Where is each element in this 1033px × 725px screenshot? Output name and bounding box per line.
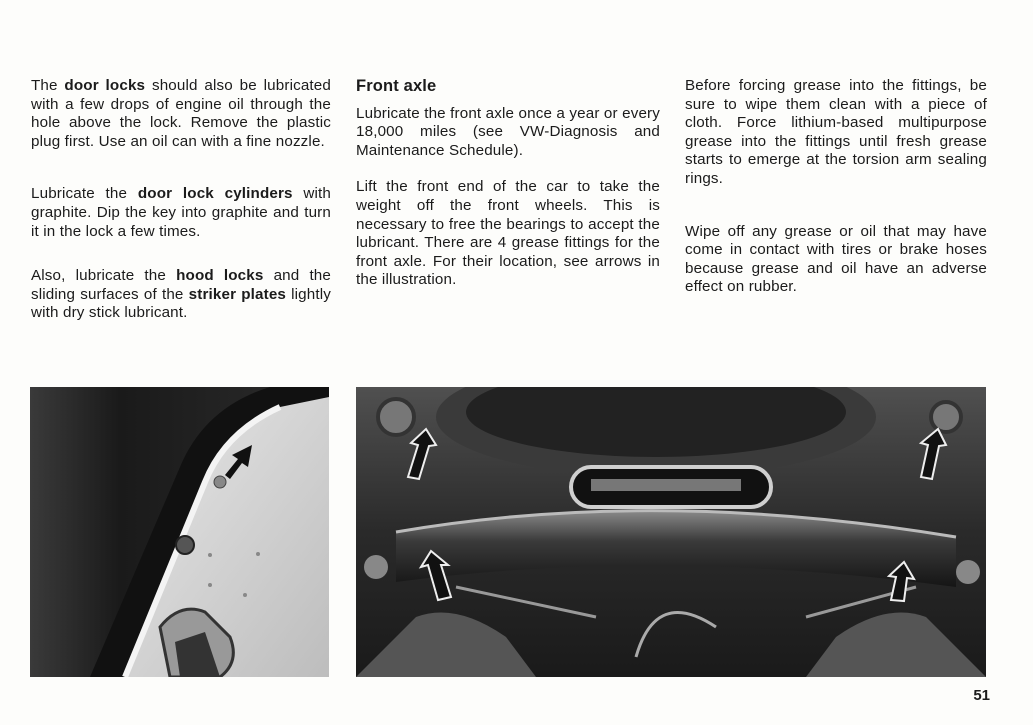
bold-term: door locks bbox=[64, 77, 146, 94]
bold-term: door lock cylinders bbox=[137, 185, 293, 203]
text-column-left bbox=[31, 77, 331, 323]
wipe-off-paragraph: Wipe off any grease or oil that may have come in contact with tires or brake hoses because grease and oil have an adverse effect on rubber. bbox=[685, 222, 987, 296]
front-axle-paragraph-1: Lubricate the front axle once a year or every 18,000 miles (see VW-Diagnosis and Maintenance Schedule). bbox=[356, 104, 660, 159]
grease-paragraph: Before forcing grease into the fittings, be sure to wipe them clean with a piece of cloth. Force lithium-based multipurpose grease into the fittings until fresh grease starts to emerge at the torsion arm sealing rings. bbox=[685, 77, 987, 187]
bold-term: hood locks bbox=[176, 267, 264, 285]
front-axle-photo bbox=[356, 387, 986, 677]
text-column-middle bbox=[356, 77, 660, 290]
hood-locks-paragraph: Also, lubricate the hood locks and the sliding surfaces of the striker plates lightly with dry stick lubricant. bbox=[31, 267, 332, 322]
bold-term: striker plates bbox=[188, 285, 287, 303]
door-lock-cylinders-paragraph: Lubricate the door lock cylinders with graphite. Dip the key into graphite and turn it in the lock a few times. bbox=[31, 185, 331, 240]
front-axle-paragraph-2: Lift the front end of the car to take the weight off the front wheels. This is necessary to free the bearings to accept the lubricant. There are 4 grease fittings for the front axle. For their location, see arrows in the illustration. bbox=[356, 178, 660, 289]
door-locks-paragraph: The door locks should also be lubricated with a few drops of engine oil through the hole above the lock. Remove the plastic plug first. Use an oil can with a fine nozzle. bbox=[31, 77, 331, 150]
door-lock-photo bbox=[30, 387, 329, 677]
text-column-right bbox=[685, 77, 987, 297]
page-number: 51 bbox=[973, 687, 990, 704]
section-heading: Front axle bbox=[356, 77, 437, 95]
